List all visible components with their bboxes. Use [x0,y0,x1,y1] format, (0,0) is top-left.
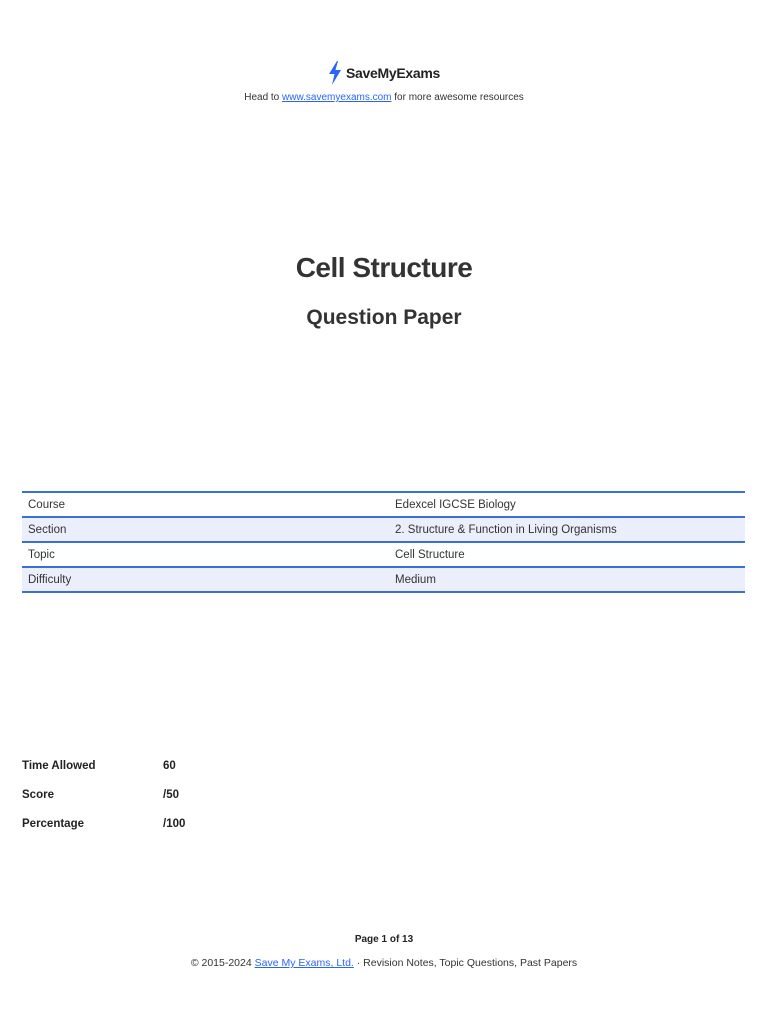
save-my-exams-link[interactable]: Save My Exams, Ltd. [254,957,354,969]
time-allowed-label: Time Allowed [22,760,96,772]
score-value: /50 [163,789,179,801]
difficulty-value: Medium [389,567,745,592]
copyright-prefix: © 2015-2024 [190,957,252,969]
copyright-suffix: · Revision Notes, Topic Questions, Past Papers [356,957,578,969]
page-header [0,60,768,103]
difficulty-label: Difficulty [22,567,389,592]
section-label: Section [22,517,389,542]
course-label: Course [22,492,389,517]
savemyexams-link[interactable]: www.savemyexams.com [282,92,392,103]
table-row [22,567,745,592]
resources-line [0,92,768,103]
table-row [22,492,745,517]
score-label: Score [22,789,54,801]
section-value: 2. Structure & Function in Living Organisms [389,517,745,542]
lightning-bolt-icon [328,61,342,85]
copyright-line [0,957,768,969]
table-row [22,542,745,567]
percentage-row [22,818,185,847]
course-value: Edexcel IGCSE Biology [389,492,745,517]
percentage-label: Percentage [22,818,85,830]
page-subtitle: Question Paper [306,306,462,329]
table-row [22,517,745,542]
time-allowed-value: 60 [163,760,176,772]
course-info-table [22,491,745,593]
page-number: Page 1 of 13 [354,934,414,945]
score-row [22,789,185,818]
topic-label: Topic [22,542,389,567]
head-suffix: for more awesome resources [394,92,524,103]
head-prefix: Head to [244,92,280,103]
topic-value: Cell Structure [389,542,745,567]
percentage-value: /100 [163,818,186,830]
time-allowed-row [22,760,185,789]
exam-stats [22,760,185,847]
savemyexams-logo[interactable] [328,60,440,86]
logo-text: SaveMyExams [346,65,440,81]
page-title: Cell Structure [295,252,473,283]
